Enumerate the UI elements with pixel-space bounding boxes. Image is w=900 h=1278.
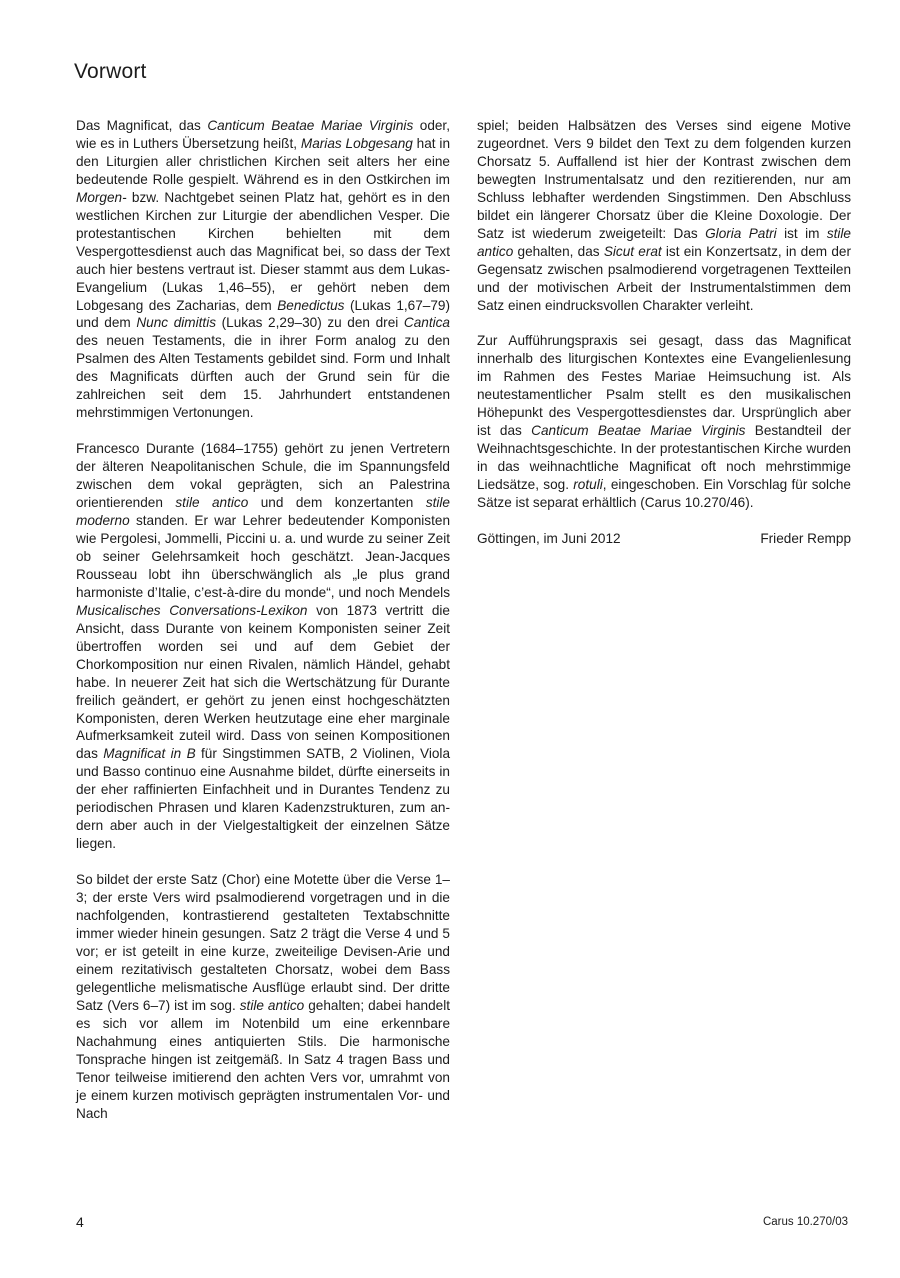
text-run: ist im — [776, 225, 827, 241]
text-run: gehalten; dabei handelt es sich vor allem im Notenbild um eine erkennbare Nachahmung eines antiquierten Stils. Die harmonische Tonsprache hingen ist zeitgemäß. In Satz 4 tragen Bass und Tenor teilweise imitierend den achten Vers vor, umrahmt von je einem kurzen motivisch geprägten instrumentalen Vor- und Nach — [76, 997, 450, 1121]
italic-text: Canticum Beatae Mariae Virginis — [531, 423, 746, 439]
text-run: standen. Er war Lehrer bedeutender Komponisten wie Pergolesi, Jommelli, Piccini u. a. und wurde zu seiner Zeit ob seiner Gelehrsamkeit hoch geschätzt. Jean-Jacques Rousseau lobt ihn überschwänglich als „le plus grand harmoniste d’Italie, c’est-à-dire du monde“, und noch Mendels — [76, 513, 450, 600]
text-run: Zur Aufführungspraxis sei gesagt, dass das Magnificat innerhalb des liturgischen Kontextes eine Evangelienlesung im Rahmen des Festes Mariae Heimsuchung ist. Als neutestamentlicher Psalm stellt es den musikalischen Höhepunkt des Vespergottesdienstes dar. Ursprünglich aber ist das — [477, 333, 851, 439]
italic-text: Marias Lobgesang — [300, 135, 413, 151]
right-column — [477, 117, 851, 548]
text-run: spiel; beiden Halbsätzen des Verses sind eigene Motive zugeordnet. Vers 9 bildet den Text zu dem folgenden kurzen Chorsatz 5. Auffallend ist hier der Kontrast zwischen dem bewegten Instrumentalsatz und den rezitierenden, nur am Schluss lebhafter werdenden Singstimmen. Den Abschluss bildet ein längerer Chorsatz über die Kleine Doxologie. Der Satz ist wiederum zweigeteilt: Das — [477, 118, 851, 241]
text-run: , eingeschoben. Ein Vorschlag für solche Sätze ist separat erhältlich (Carus 10.270/46). — [477, 477, 851, 511]
italic-text: stile antico — [175, 495, 249, 511]
left-column — [76, 117, 450, 1140]
italic-text: Magnificat in B — [103, 746, 196, 762]
text-run: ist ein Konzertsatz, in dem der Gegensatz zwischen psalmodierend vorgetragenen Textteilen und der motivischen Arbeit der Instrumentalstimmen dem Satz einen eindrucksvollen Charakter verleiht. — [477, 243, 852, 313]
italic-text: Canticum Beatae Mariae Virginis — [207, 118, 414, 133]
italic-text: Gloria Patri — [705, 225, 777, 241]
body-paragraph — [76, 871, 450, 1122]
italic-text: Morgen- — [76, 189, 127, 205]
text-run: (Lukas 2,29–30) zu den drei — [216, 315, 404, 331]
italic-text: rotuli — [573, 477, 603, 493]
italic-text: stile antico — [477, 225, 851, 259]
text-run: bzw. Nachtgebet seinen Platz hat, gehört es in den westlichen Kirchen zur Liturgie der abendlichen Vesper. Die protestantischen Kirchen behielten mit dem Vespergottesdienst auch das Magnificat bei, so dass der Text auch hier bestens vertraut ist. Dieser stammt aus dem Lukas-Evangelium (Lukas 1,46–55), er gehört neben dem Lobgesang des Zacharias, dem — [76, 189, 450, 313]
italic-text: Nunc dimittis — [136, 315, 217, 331]
text-run: (Lukas 1,67–79) und dem — [76, 297, 450, 331]
text-run: So bildet der erste Satz (Chor) eine Motette über die Verse 1–3; der erste Vers wird psalmodierend vorgetragen und in die nachfolgenden, kontrastierend gestalteten Textabschnitte immer wieder hinein gesungen. Satz 2 trägt die Verse 4 und 5 vor; er ist geteilt in eine kurze, zweiteilige Devisen-Arie und einem rezitativisch gestalteten Chorsatz, wobei dem Bass gelegentliche melismatische Ausflüge erlaubt sind. Der dritte Satz (Vers 6–7) ist im sog. — [76, 872, 450, 1013]
page-number: 4 — [76, 1214, 84, 1230]
author-name: Frieder Rempp — [760, 531, 851, 547]
catalog-number: Carus 10.270/03 — [762, 1216, 848, 1228]
body-paragraph — [76, 117, 450, 422]
italic-text: stile moderno — [76, 495, 450, 529]
italic-text: Cantica — [403, 315, 450, 331]
text-run: Bestandteil der Weihnachtsgeschichte. In der protestantischen Kirche wurden in das weihnachtliche Magnificat oft noch mehrstimmige Liedsätze, sog. — [477, 423, 851, 493]
body-paragraph — [76, 440, 450, 853]
text-run: und dem konzertanten — [248, 495, 426, 511]
italic-text: Benedictus — [277, 297, 345, 313]
italic-text: Sicut erat — [603, 243, 662, 259]
text-run: hat in den Liturgien aller christlichen Kirchen seit alters her eine bedeutende Rolle gespielt. Während es in den Ostkirchen im — [76, 135, 450, 187]
text-run: von 1873 vertritt die Ansicht, dass Durante von keinem Komponisten seiner Zeit übertroffen worden sei und auf dem Gebiet der Chorkomposition nur einen Rivalen, nämlich Händel, gehabt habe. In neuerer Zeit hat sich die Wertschätzung für Durante freilich geändert, er gehört zu jenen einst hochgeschätzten Komponisten, deren Werken heutzutage eine eher marginale Aufmerksamkeit zuteil wird. Dass von seinen Kompositionen das — [76, 602, 450, 762]
text-run: oder, wie es in Luthers Übersetzung heißt, — [76, 118, 450, 151]
place-date: Göttingen, im Juni 2012 — [477, 531, 621, 547]
body-paragraph — [477, 332, 851, 512]
italic-text: stile antico — [239, 997, 305, 1013]
text-run: Francesco Durante (1684–1755) gehört zu jenen Vertretern der älteren Neapolitanischen Schule, die im Spannungsfeld zwischen dem vokal geprägten, sich an Palestrina orientierenden — [76, 441, 450, 511]
text-run: für Singstimmen SATB, 2 Violinen, Viola und Basso continuo eine Ausnahme bildet, dürfte einerseits in der eher raffinierten Einfachheit und in Durantes Tendenz zu periodischen Phrasen und klaren Kadenzstrukturen, zum andern aber auch in der Vielgestaltigkeit der einzelnen Sätze liegen. — [76, 746, 450, 852]
text-run: Das Magnificat, das — [76, 118, 208, 133]
text-run: gehalten, das — [513, 243, 604, 259]
italic-text: Musicalisches Conversations-Lexikon — [76, 602, 308, 618]
text-run: des neuen Testaments, die in ihrer Form analog zu den Psalmen des Alten Testaments gebildet sind. Form und Inhalt des Magnificats dürften auch der Grund sein für die zahlreichen seit dem 15. Jahrhundert entstandenen mehrstimmigen Vertonungen. — [76, 333, 450, 421]
page-title: Vorwort — [74, 60, 147, 83]
body-paragraph — [477, 117, 851, 314]
signature-line — [477, 530, 851, 548]
